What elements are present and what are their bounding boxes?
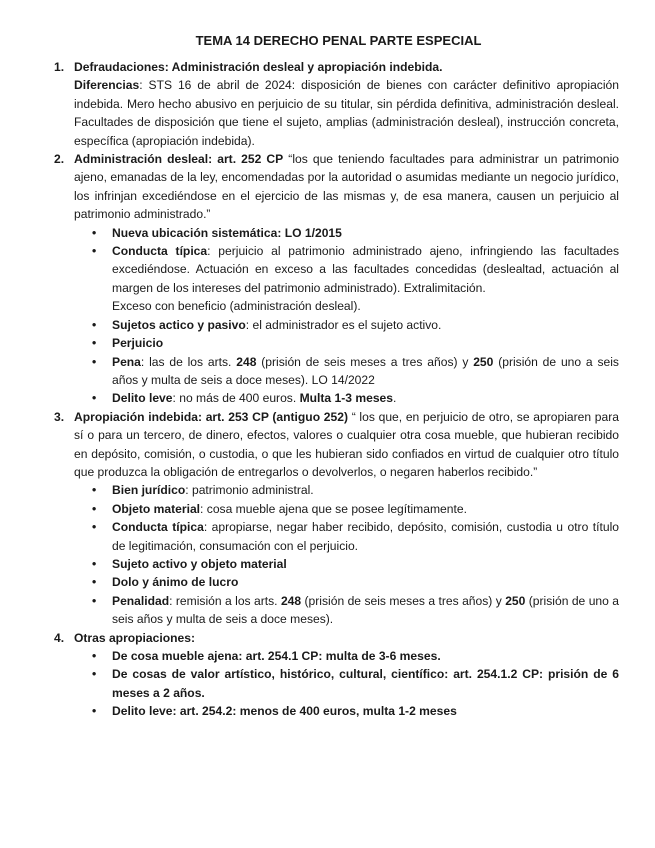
list-item [54, 58, 619, 150]
list-item [54, 150, 619, 408]
item-number: 1. [54, 60, 65, 74]
bullet-item: • Objeto material: cosa mueble ajena que se posee legítimamente. [112, 500, 619, 518]
bullet-icon: • [92, 483, 97, 498]
diferencias-label: Diferencias [74, 78, 140, 93]
bullet-icon: • [92, 575, 97, 590]
bullet-icon: • [92, 520, 97, 535]
item-paragraph: Administración desleal: art. 252 CP “los que teniendo facultades para administrar un patrimonio ajeno, emanadas de la ley, encomendadas por la autoridad o asumidas mediante un negocio jurídico, los infrinjan excediéndose en el ejercicio de las mismas y, de esa manera, causen un perjuicio al patrimonio administrado.” [74, 152, 619, 222]
item-number: 3. [54, 409, 65, 424]
list-item [54, 629, 619, 721]
bullet-item: • Sujeto activo y objeto material [112, 555, 619, 573]
item-paragraph: Diferencias: STS 16 de abril de 2024: disposición de bienes con carácter definitivo apropiación indebida. Mero hecho abusivo en perjuicio de su titular, sin pérdida definitiva, administración desleal. Facultades de disposición que tiene el sujeto, amplias (administración desleal), instrucción concreta, específica (apropiación indebida). [74, 78, 619, 148]
bullet-list [74, 647, 619, 721]
bullet-item: • Penalidad: remisión a los arts. 248 (prisión de seis meses a tres años) y 250 (prisión de uno a seis años y multa de seis a doce meses). [92, 593, 619, 627]
bullet-item: • Delito leve: art. 254.2: menos de 400 euros, multa 1-2 meses [112, 702, 619, 720]
list-item [54, 408, 619, 629]
bullet-item: • Nueva ubicación sistemática: LO 1/2015 [112, 224, 619, 242]
bullet-icon: • [92, 336, 97, 351]
bullet-list [74, 481, 619, 628]
bullet-item: • Pena: las de los arts. 248 (prisión de seis meses a tres años) y 250 (prisión de uno a seis años y multa de seis a doce meses). LO 14/2022 [92, 354, 619, 387]
bullet-icon: • [92, 354, 97, 369]
bullet-item: • De cosa mueble ajena: art. 254.1 CP: multa de 3-6 meses. [112, 647, 619, 665]
bullet-icon: • [92, 391, 97, 406]
bullet-item: • Bien jurídico: patrimonio administral. [112, 481, 619, 499]
topic-list [54, 58, 619, 721]
bullet-icon: • [92, 225, 97, 240]
bullet-icon: • [92, 556, 97, 571]
bullet-icon: • [92, 704, 97, 719]
item-heading: Apropiación indebida: art. 253 CP (antiguo 252) [74, 409, 348, 424]
bullet-icon: • [92, 649, 97, 663]
bullet-list [74, 224, 619, 408]
item-heading: Otras apropiaciones: [74, 630, 195, 645]
bullet-icon: • [92, 244, 97, 259]
bullet-item: • Delito leve: no más de 400 euros. Multa 1-3 meses. [112, 389, 619, 407]
bullet-item: • Conducta típica: perjuicio al patrimonio administrado ajeno, infringiendo las facultades excediéndose. Actuación en exceso a las facultades concedidas (deslealtad, actuación al margen de los intereses del patrimonio administrado). Extralimitación. Exceso con beneficio (administración desleal). [92, 244, 619, 314]
bullet-icon: • [92, 501, 97, 516]
bullet-item: • Dolo y ánimo de lucro [112, 573, 619, 591]
item-heading: Defraudaciones: Administración desleal y apropiación indebida. [74, 60, 443, 74]
bullet-item: • Perjuicio [112, 334, 619, 352]
bullet-icon: • [92, 593, 97, 608]
bullet-item: • De cosas de valor artístico, histórico, cultural, científico: art. 254.1.2 CP: prisión de 6 meses a 2 años. [92, 667, 619, 700]
item-heading: Administración desleal: art. 252 CP [74, 152, 284, 167]
bullet-item: • Conducta típica: apropiarse, negar haber recibido, depósito, comisión, custodia u otro título de legitimación, consumación con el perjuicio. [92, 520, 619, 553]
bullet-icon: • [92, 667, 97, 682]
bullet-icon: • [92, 317, 97, 332]
item-number: 4. [54, 630, 65, 645]
item-number: 2. [54, 152, 65, 167]
item-paragraph: Apropiación indebida: art. 253 CP (antiguo 252) “ los que, en perjuicio de otro, se apropiaren para sí o para un tercero, de dinero, efectos, valores o cualquier otra cosa mueble, que hubieran recibido en depósito, comisión, o custodia, o que les hubieran sido confiados en virtud de cualquier otro título que produzca la obligación de entregarlos o devolverlos, o negaren haberlos recibido.” [74, 409, 619, 479]
bullet-item: • Sujetos actico y pasivo: el administrador es el sujeto activo. [112, 316, 619, 334]
document-title: TEMA 14 DERECHO PENAL PARTE ESPECIAL [195, 33, 482, 48]
